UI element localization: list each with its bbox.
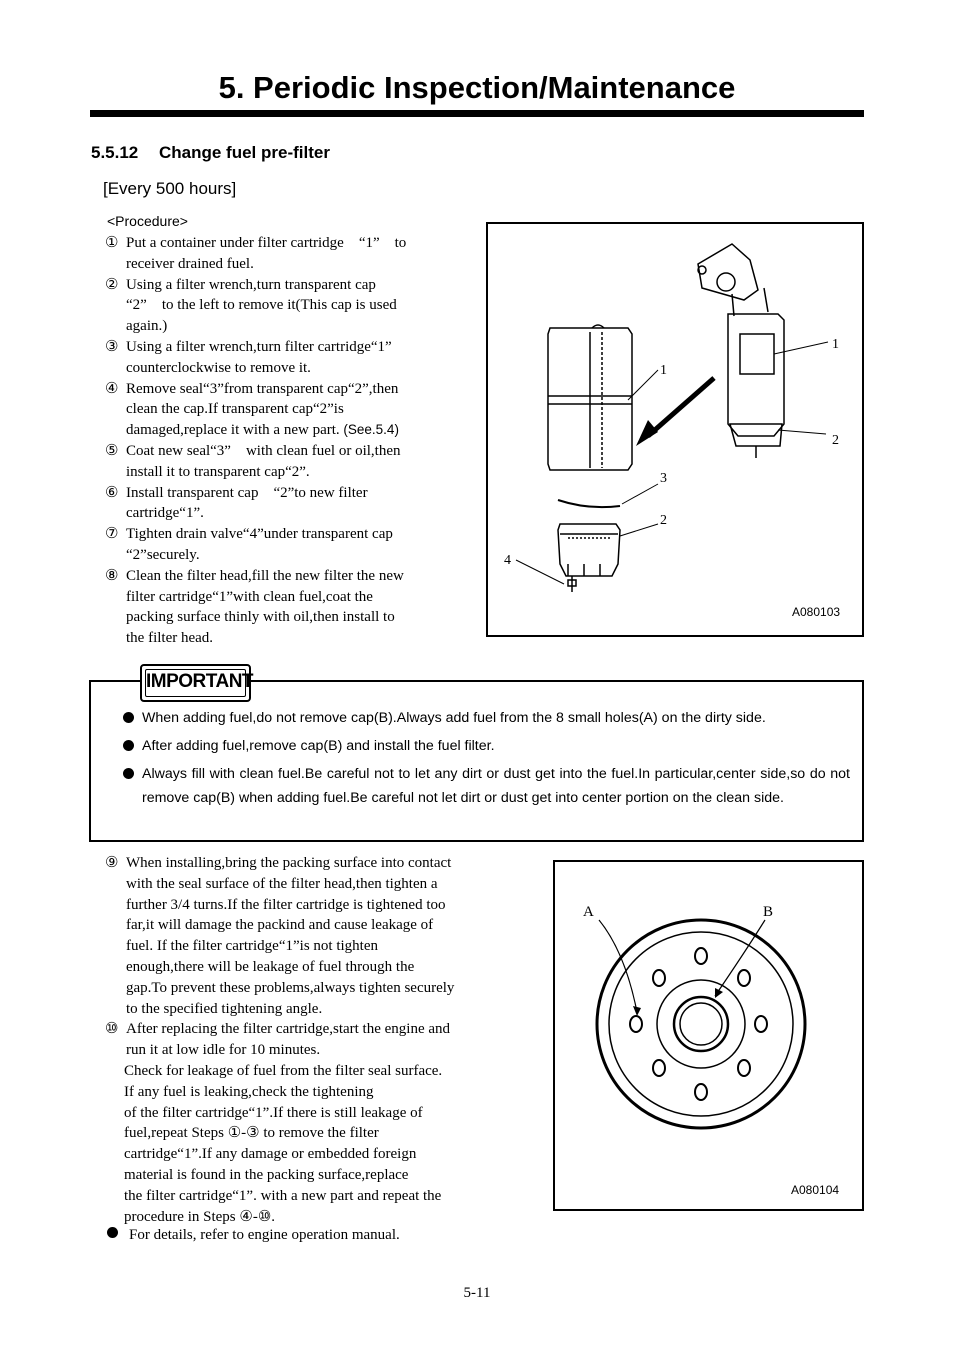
step-line: damaged,replace it with a new part. (See.5.4) (126, 422, 399, 439)
step-line: Coat new seal“3” with clean fuel or oil,then (126, 442, 401, 459)
procedure-step (105, 233, 477, 275)
figure-filter-exploded (486, 222, 864, 637)
step-line: material is found in the packing surface,replace (124, 1166, 409, 1183)
step-line: Using a filter wrench,turn transparent cap (126, 276, 376, 293)
procedure-step (105, 524, 477, 566)
step-line: of the filter cartridge“1”.If there is still leakage of (124, 1104, 423, 1121)
step-line: fuel,repeat Steps ①-③ to remove the filter (124, 1125, 379, 1142)
step-marker: ⑤ (105, 442, 119, 459)
important-box (89, 680, 864, 842)
label-2-left: 2 (660, 513, 667, 528)
step-line: far,it will damage the packind and cause leakage of (126, 917, 434, 934)
step-line: “2” to the left to remove it(This cap is used (126, 297, 397, 314)
procedure-step (105, 483, 477, 525)
step-marker: ⑥ (105, 484, 119, 501)
section-heading (91, 143, 330, 163)
figure-code: A080103 (792, 605, 841, 619)
important-item-text: When adding fuel,do not remove cap(B).Always add fuel from the 8 small holes(A) on the dirty side. (142, 710, 766, 726)
important-badge (140, 664, 254, 702)
step-line: the filter head. (126, 630, 214, 647)
label-4: 4 (504, 553, 511, 568)
bullet-icon (107, 1227, 118, 1238)
procedure-step (105, 853, 545, 1019)
step-line: “2”securely. (126, 546, 200, 563)
step-line: cartridge“1”. (126, 505, 204, 522)
step-line: with the seal surface of the filter head,then tighten a (126, 875, 438, 892)
important-item (123, 734, 850, 758)
bullet-icon (123, 712, 134, 723)
step-line: further 3/4 turns.If the filter cartridge is tightened too (126, 896, 446, 913)
step-line: to the specified tightening angle. (126, 1000, 323, 1017)
step-line: Put a container under filter cartridge “1” to (126, 235, 407, 251)
step-line: Install transparent cap “2”to new filter (126, 484, 368, 501)
procedure-steps (105, 233, 477, 649)
procedure-step (105, 1019, 545, 1061)
step-marker: ⑧ (105, 567, 119, 584)
chapter-title: 5. Periodic Inspection/Maintenance (218, 70, 736, 105)
step-line: again.) (126, 318, 168, 335)
label-1-left: 1 (660, 363, 667, 378)
step-line: fuel. If the filter cartridge“1”is not tighten (126, 938, 378, 955)
step-line: install it to transparent cap“2”. (126, 463, 310, 480)
step-line: Clean the filter head,fill the new filter the new (126, 567, 404, 584)
step-line: clean the cap.If transparent cap“2”is (126, 401, 344, 418)
procedure-step (105, 566, 477, 649)
step-line: Check for leakage of fuel from the filter seal surface. (124, 1062, 443, 1079)
step-line: Tighten drain valve“4”under transparent cap (126, 526, 393, 543)
step-line: run it at low idle for 10 minutes. (126, 1042, 321, 1059)
label-1-right: 1 (832, 337, 839, 352)
important-item-text: Always fill with clean fuel.Be careful not to let any dirt or dust get into the fuel.In particular,center side,so do not remove cap(B) when adding fuel.Be careful not let dirt or dust get into center portion on the clean side. (142, 766, 850, 806)
step-line: After replacing the filter cartridge,start the engine and (126, 1021, 451, 1038)
important-item (123, 762, 850, 810)
step-line: If any fuel is leaking,check the tightening (124, 1083, 374, 1100)
important-item-text: After adding fuel,remove cap(B) and install the fuel filter. (142, 738, 495, 754)
step-marker: ③ (105, 338, 119, 355)
procedure-step (105, 441, 477, 483)
note-bullet (107, 1227, 400, 1244)
page-number: 5-11 (463, 1285, 491, 1301)
step-marker: ⑦ (105, 526, 119, 543)
section-number: 5.5.12 (91, 143, 139, 162)
section-reference: (See.5.4) (343, 422, 399, 438)
section-title: Change fuel pre-filter (159, 143, 330, 162)
bullet-icon (123, 768, 134, 779)
note-text: For details, refer to engine operation manual. (129, 1227, 400, 1243)
step-marker: ① (105, 235, 119, 251)
figure-filter-head (553, 860, 864, 1211)
step-line: enough,there will be leakage of fuel through the (126, 958, 415, 975)
procedure-step (105, 275, 477, 337)
step-line: counterclockwise to remove it. (126, 359, 311, 376)
step-line: cartridge“1”.If any damage or embedded foreign (124, 1146, 417, 1163)
step-marker: ② (105, 276, 119, 293)
label-b: B (763, 904, 774, 920)
procedure-step (105, 337, 477, 379)
step-line: packing surface thinly with oil,then install to (126, 609, 395, 626)
step-marker: ⑩ (105, 1021, 119, 1038)
label-2-right: 2 (832, 433, 839, 448)
step-line: gap.To prevent these problems,always tighten securely (126, 979, 455, 996)
step-line: Remove seal“3”from transparent cap“2”,then (126, 380, 399, 397)
bullet-icon (123, 740, 134, 751)
important-badge-text: IMPORTANT (145, 669, 246, 697)
filter-head-drawing (555, 862, 862, 1209)
label-3: 3 (660, 471, 667, 486)
step-line: filter cartridge“1”with clean fuel,coat the (126, 588, 373, 605)
interval-label: [Every 500 hours] (103, 179, 237, 198)
procedure-steps-continued (105, 853, 545, 1227)
step-line: the filter cartridge“1”. with a new part and repeat the (124, 1187, 442, 1204)
step-line: Using a filter wrench,turn filter cartridge“1” (126, 338, 392, 355)
step-line: receiver drained fuel. (126, 255, 254, 272)
step-marker: ⑨ (105, 855, 119, 871)
important-item (123, 706, 850, 730)
title-rule (90, 110, 864, 117)
label-a: A (583, 904, 594, 920)
step-line: When installing,bring the packing surface into contact (126, 855, 452, 871)
step-line: procedure in Steps ④-⑩. (124, 1208, 276, 1225)
figure-code: A080104 (791, 1183, 840, 1197)
procedure-step (105, 379, 477, 441)
procedure-label: <Procedure> (107, 213, 188, 229)
step-marker: ④ (105, 380, 119, 397)
filter-exploded-drawing (488, 224, 862, 635)
